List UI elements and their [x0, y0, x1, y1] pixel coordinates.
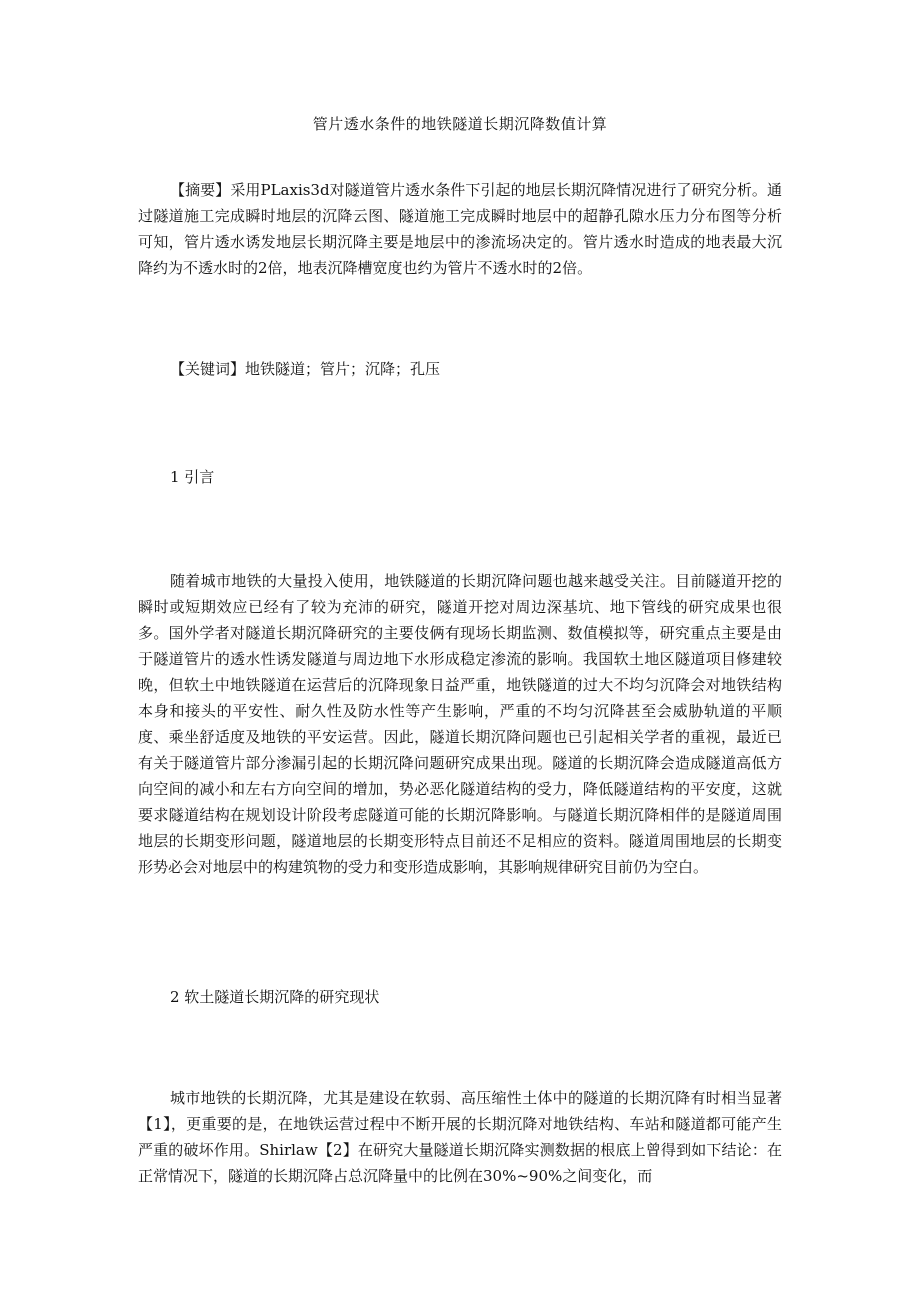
- abstract-paragraph: 【摘要】采用PLaxis3d对隧道管片透水条件下引起的地层长期沉降情况进行了研究分析。通过隧道施工完成瞬时地层的沉降云图、隧道施工完成瞬时地层中的超静孔隙水压力分布图等分析可知，管片透水诱发地层长期沉降主要是地层中的渗流场决定的。管片透水时造成的地表最大沉降约为不透水时的2倍，地表沉降槽宽度也约为管片不透水时的2倍。: [138, 181, 782, 277]
- keywords-paragraph: 【关键词】地铁隧道；管片；沉降；孔压: [170, 360, 441, 378]
- section-1-heading: 1 引言: [170, 468, 215, 486]
- document-title: 管片透水条件的地铁隧道长期沉降数值计算: [312, 115, 608, 133]
- section-1-body: 随着城市地铁的大量投入使用，地铁隧道的长期沉降问题也越来越受关注。目前隧道开挖的瞬时或短期效应已经有了较为充沛的研究，隧道开挖对周边深基坑、地下管线的研究成果也很多。国外学者对隧道长期沉降研究的主要伎俩有现场长期监测、数值模拟等，研究重点主要是由于隧道管片的透水性诱发隧道与周边地下水形成稳定渗流的影响。我国软土地区隧道项目修建较晚，但软土中地铁隧道在运营后的沉降现象日益严重，地铁隧道的过大不均匀沉降会对地铁结构本身和接头的平安性、耐久性及防水性等产生影响，严重的不均匀沉降甚至会威胁轨道的平顺度、乘坐舒适度及地铁的平安运营。因此，隧道长期沉降问题也已引起相关学者的重视，最近已有关于隧道管片部分渗漏引起的长期沉降问题研究成果出现。隧道的长期沉降会造成隧道高低方向空间的减小和左右方向空间的增加，势必恶化隧道结构的受力，降低隧道结构的平安度，这就要求隧道结构在规划设计阶段考虑隧道可能的长期沉降影响。与隧道长期沉降相伴的是隧道周围地层的长期变形问题，隧道地层的长期变形特点目前还不足相应的资料。隧道周围地层的长期变形势必会对地层中的构建筑物的受力和变形造成影响，其影响规律研究目前仍为空白。: [138, 572, 782, 876]
- section-2-heading: 2 软土隧道长期沉降的研究现状: [170, 988, 380, 1006]
- section-2-body: 城市地铁的长期沉降，尤其是建设在软弱、高压缩性土体中的隧道的长期沉降有时相当显著【1】，更重要的是，在地铁运营过程中不断开展的长期沉降对地铁结构、车站和隧道都可能产生严重的破坏作用。Shirlaw【2】在研究大量隧道长期沉降实测数据的根底上曾得到如下结论：在正常情况下，隧道的长期沉降占总沉降量中的比例在30%~90%之间变化，而: [138, 1089, 782, 1185]
